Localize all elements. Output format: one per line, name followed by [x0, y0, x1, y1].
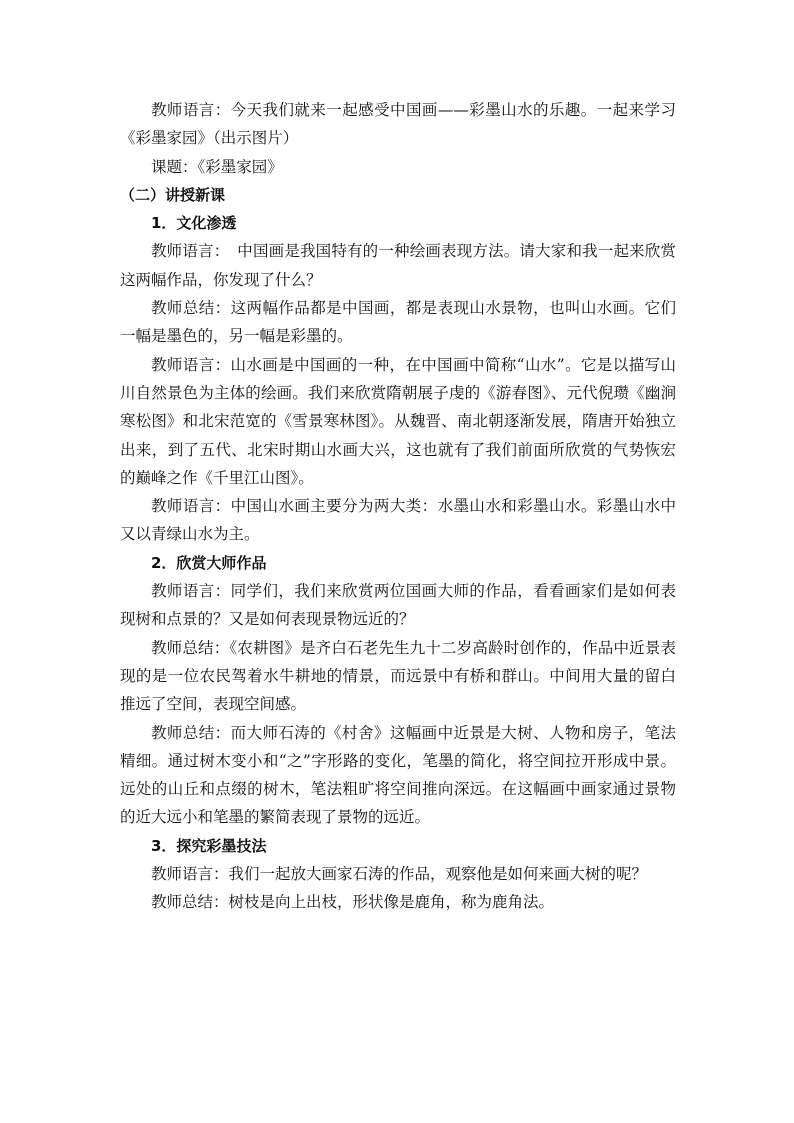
subheading-technique: 3．探究彩墨技法	[151, 836, 267, 855]
paragraph-culture-question: 教师语言： 中国画是我国特有的一种绘画表现方法。请大家和我一起来欣赏这两幅作品，你发现了什么？	[120, 242, 676, 289]
paragraph-culture-summary: 教师总结：这两幅作品都是中国画，都是表现山水景物，也叫山水画。它们一幅是墨色的，另一幅是彩墨的。	[120, 299, 676, 346]
section-heading-new-lesson: （二）讲授新课	[120, 185, 226, 204]
paragraph-qi-baishi-summary: 教师总结：《农耕图》是齐白石老先生九十二岁高龄时创作的，作品中近景表现的是一位农民驾着水牛耕地的情景，而远景中有桥和群山。中间用大量的留白推远了空间，表现空间感。	[120, 638, 676, 714]
paragraph-landscape-history: 教师语言：山水画是中国画的一种，在中国画中简称“山水”。它是以描写山川自然景色为主体的绘画。我们来欣赏隋朝展子虔的《游春图》、元代倪瓒《幽涧寒松图》和北宋范宽的《雪景寒林图》。从魏晋、南北朝逐渐发展，隋唐开始独立出来，到了五代、北宋时期山水画大兴，这也就有了我们前面所欣赏的气势恢宏的巅峰之作《千里江山图》。	[120, 355, 676, 487]
paragraph-intro: 教师语言：今天我们就来一起感受中国画——彩墨山水的乐趣。一起来学习《彩墨家园》（出示图片）	[120, 101, 676, 148]
paragraph-technique-question: 教师语言：我们一起放大画家石涛的作品，观察他是如何来画大树的呢？	[151, 865, 648, 884]
paragraph-masters-question: 教师语言：同学们，我们来欣赏两位国画大师的作品，看看画家们是如何表现树和点景的？又是如何表现景物远近的？	[120, 582, 676, 629]
paragraph-technique-summary: 教师总结：树枝是向上出枝，形状像是鹿角，称为鹿角法。	[151, 893, 555, 912]
paragraph-topic: 课题：《彩墨家园》	[151, 157, 283, 176]
paragraph-shi-tao-summary: 教师总结：而大师石涛的《村舍》这幅画中近景是大树、人物和房子，笔法精细。通过树木变小和“之”字形路的变化，笔墨的简化，将空间拉开形成中景。远处的山丘和点缀的树木，笔法粗旷将空间推向深远。在这幅画中画家通过景物的近大远小和笔墨的繁简表现了景物的远近。	[120, 723, 676, 827]
document-body	[120, 96, 676, 917]
subheading-culture: 1．文化渗透	[151, 214, 237, 233]
subheading-masters: 2．欣赏大师作品	[151, 553, 267, 572]
paragraph-landscape-types: 教师语言：中国山水画主要分为两大类：水墨山水和彩墨山水。彩墨山水中又以青绿山水为主。	[120, 497, 676, 544]
